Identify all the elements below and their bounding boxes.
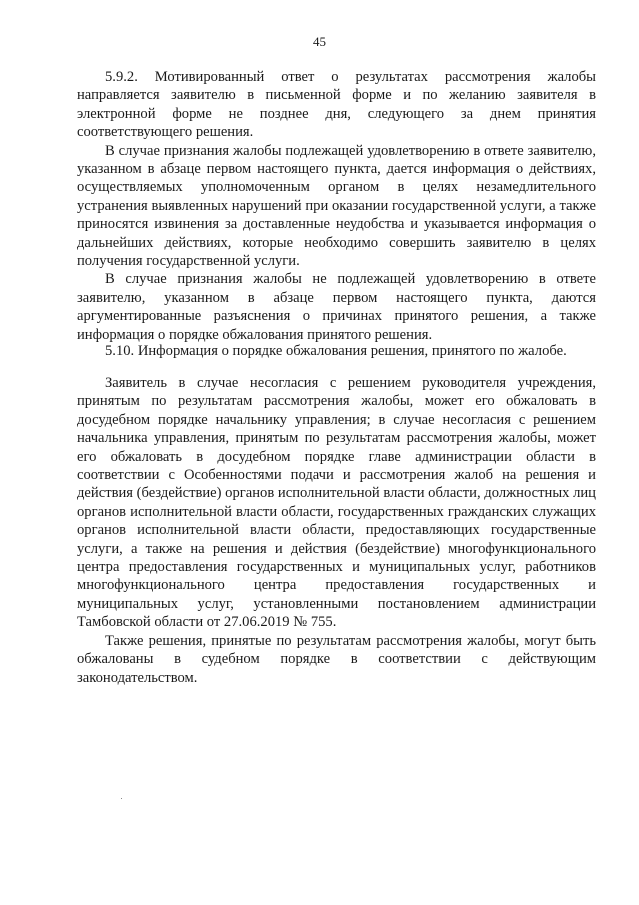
scan-artifact — [121, 798, 122, 799]
section-5-9-2 — [77, 68, 596, 344]
page-number: 45 — [313, 34, 326, 49]
paragraph-complaint-rejected: В случае признания жалобы не подлежащей удовлетворению в ответе заявителю, указанном в абзаце первом настоящего пункта, даются аргументированные разъяснения о причинах принятого решения, а также информация о порядке обжалования принятого решения. — [77, 271, 596, 343]
paragraph-appeal-procedure: Заявитель в случае несогласия с решением руководителя учреждения, принятым по результатам рассмотрения жалобы, может его обжаловать в досудебном порядке начальнику управления; в случае несогласия с решением начальника управления, принятым по результатам рассмотрения жалобы, может его обжаловать в досудебном порядке главе администрации области в соответствии с Особенностями подачи и рассмотрения жалоб на решения и действия (бездействие) органов исполнительной власти области, должностных лиц органов исполнительной власти области, государственных гражданских служащих органов исполнительной власти области, предоставляющих государственные услуги, а также на решения и действия (бездействие) многофункционального центра предоставления государственных и муниципальных услуг, работников многофункционального центра предоставления государственных и муниципальных услуг, установленными постановлением администрации Тамбовской области от 27.06.2019 № 755. — [77, 375, 596, 631]
paragraph-court-appeal: Также решения, принятые по результатам рассмотрения жалобы, могут быть обжалованы в судебном порядке в соответствии с действующим законодательством. — [77, 632, 596, 686]
section-5-10-body — [77, 374, 596, 687]
section-5-10-heading: 5.10. Информация о порядке обжалования решения, принятого по жалобе. — [105, 343, 567, 359]
paragraph-complaint-satisfied: В случае признания жалобы подлежащей удовлетворению в ответе заявителю, указанном в абзаце первом настоящего пункта, дается информация о действиях, осуществляемых уполномоченным органом в целях незамедлительного устранения выявленных нарушений при оказании государственной услуги, а также приносятся извинения за доставленные неудобства и указывается информация о дальнейших действиях, которые необходимо совершить заявителю в целях получения государственной услуги. — [77, 142, 596, 270]
paragraph-5-9-2-response: 5.9.2. Мотивированный ответ о результатах рассмотрения жалобы направляется заявителю в письменной форме и по желанию заявителя в электронной форме не позднее дня, следующего за днем принятия соответствующего решения. — [77, 69, 596, 141]
section-5-10-heading-block — [77, 342, 596, 360]
